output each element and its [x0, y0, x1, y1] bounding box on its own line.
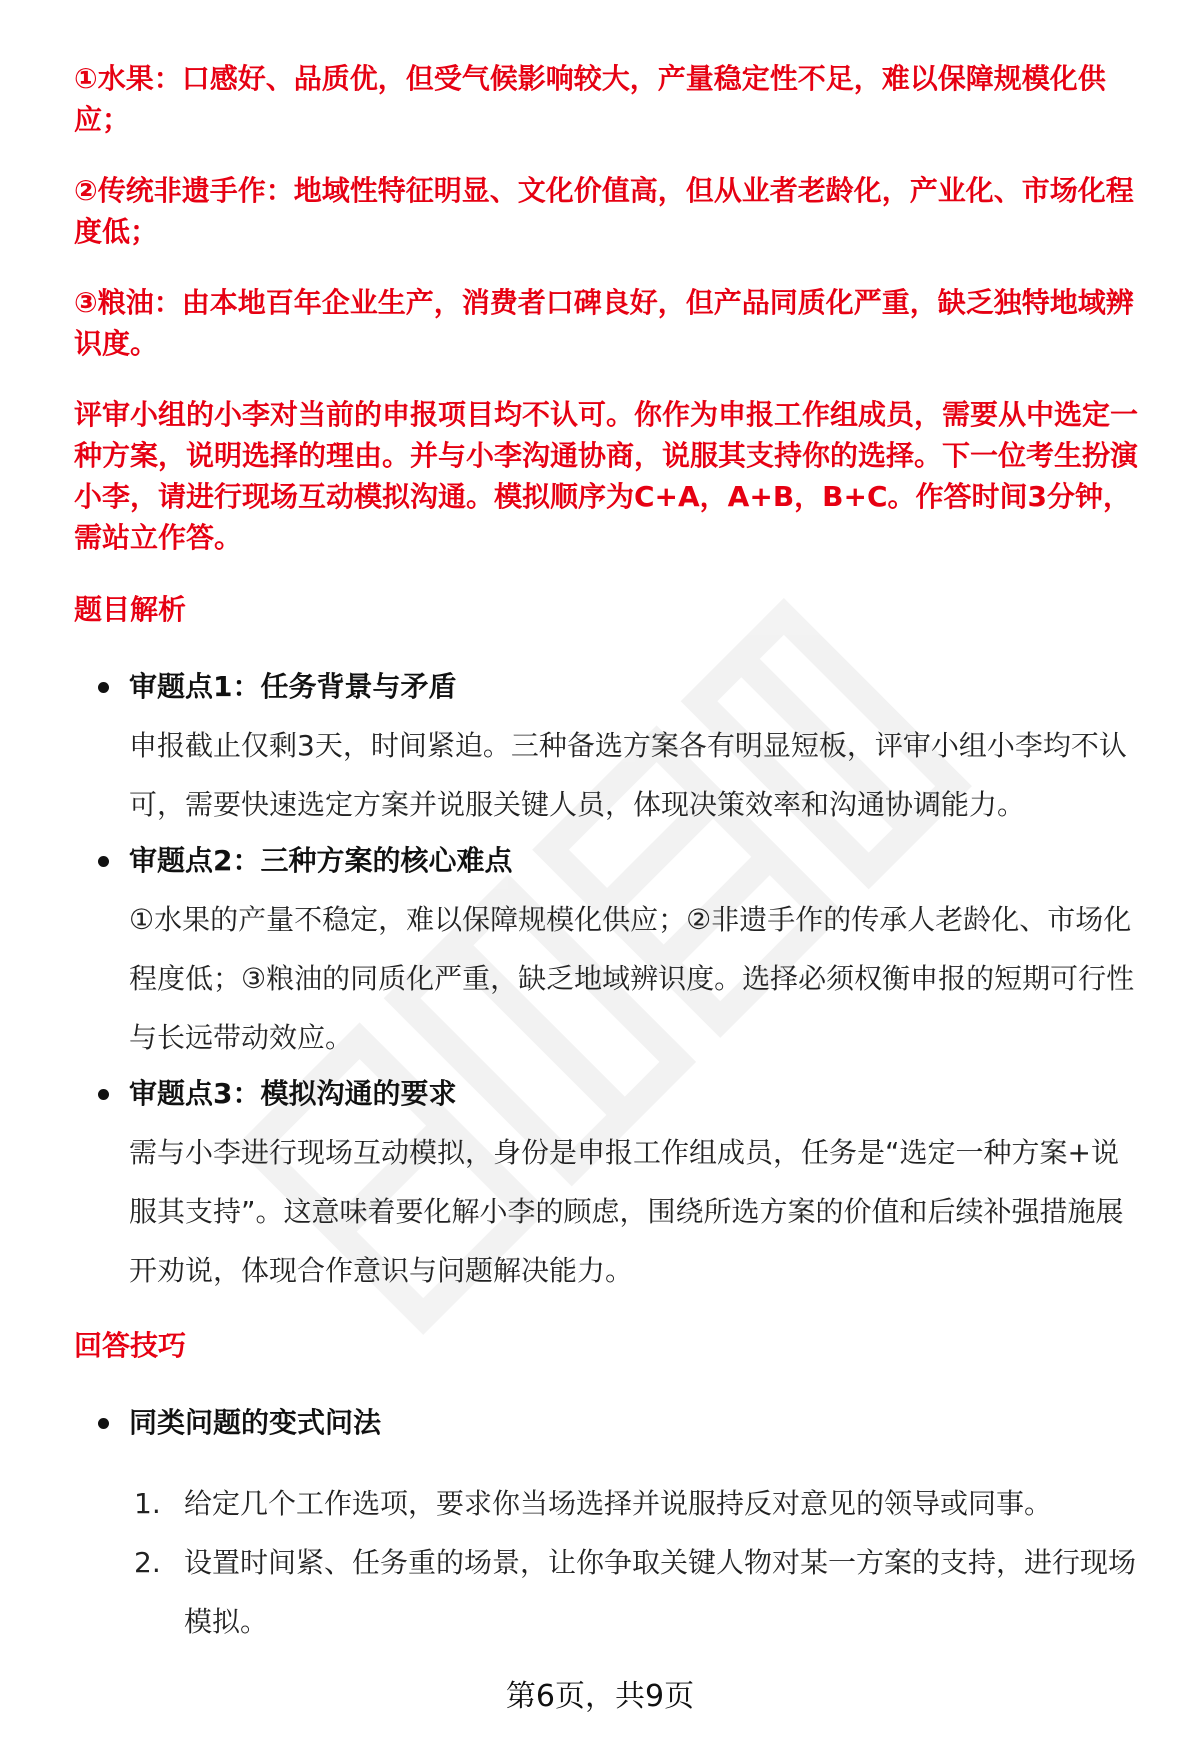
bullet-dot-icon: [98, 1418, 109, 1429]
bullet-dot-icon: [98, 856, 109, 867]
bullet-dot-icon: [98, 1089, 109, 1100]
analysis-heading: 题目解析: [74, 593, 187, 626]
analysis-point: [74, 840, 1144, 1067]
bullet-dot-icon: [98, 682, 109, 693]
skills-bullet: [74, 1402, 1144, 1444]
skills-heading: 回答技巧: [74, 1329, 187, 1362]
point-title: 审题点2：三种方案的核心难点: [129, 844, 513, 877]
list-item: [129, 1533, 1144, 1651]
analysis-points: [74, 666, 1144, 1300]
list-text: 给定几个工作选项，要求你当场选择并说服持反对意见的领导或同事。: [184, 1487, 1053, 1520]
point-title: 审题点1：任务背景与矛盾: [129, 670, 457, 703]
task-description: 评审小组的小李对当前的申报项目均不认可。你作为申报工作组成员，需要从中选定一种方案，说明选择的理由。并与小李沟通协商，说服其支持你的选择。下一位考生扮演小李，请进行现场互动模拟沟通。模拟顺序为C+A，A+B，B+C。作答时间3分钟，需站立作答。: [74, 398, 1139, 554]
analysis-point: [74, 666, 1144, 834]
option-handicraft: ②传统非遗手作：地域性特征明显、文化价值高，但从业者老龄化，产业化、市场化程度低；: [74, 174, 1134, 248]
page-footer: 第6页，共9页: [505, 1679, 695, 1714]
list-number: 2.: [134, 1546, 161, 1579]
analysis-point: [74, 1073, 1144, 1300]
point-title: 审题点3：模拟沟通的要求: [129, 1077, 457, 1110]
point-body: 需与小李进行现场互动模拟，身份是申报工作组成员，任务是“选定一种方案+说服其支持”。这意味着要化解小李的顾虑，围绕所选方案的价值和后续补强措施展开劝说，体现合作意识与问题解决能力。: [129, 1136, 1124, 1287]
document-page: [74, 58, 1144, 1651]
list-item: [129, 1474, 1144, 1533]
point-body: ①水果的产量不稳定，难以保障规模化供应；②非遗手作的传承人老龄化、市场化程度低；③粮油的同质化严重，缺乏地域辨识度。选择必须权衡申报的短期可行性与长远带动效应。: [129, 903, 1135, 1054]
skills-list: [74, 1402, 1144, 1444]
variant-questions: [129, 1474, 1144, 1651]
list-number: 1.: [134, 1487, 161, 1520]
option-fruit: ①水果：口感好、品质优，但受气候影响较大，产量稳定性不足，难以保障规模化供应；: [74, 62, 1106, 136]
skills-bullet-title: 同类问题的变式问法: [129, 1406, 382, 1439]
option-grain-oil: ③粮油：由本地百年企业生产，消费者口碑良好，但产品同质化严重，缺乏独特地域辨识度。: [74, 286, 1134, 360]
point-body: 申报截止仅剩3天，时间紧迫。三种备选方案各有明显短板，评审小组小李均不认可，需要快速选定方案并说服关键人员，体现决策效率和沟通协调能力。: [129, 729, 1127, 821]
list-text: 设置时间紧、任务重的场景，让你争取关键人物对某一方案的支持，进行现场模拟。: [184, 1546, 1137, 1638]
